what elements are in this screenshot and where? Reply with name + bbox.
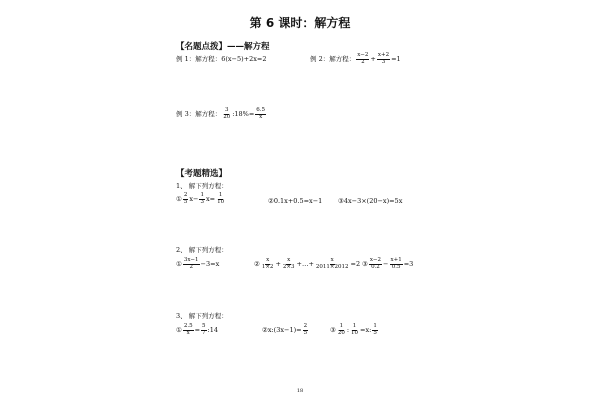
question-2b: ② $\frac{x}{1\times 2}$ + $\frac{x}{2\times 3}$ +…+ $\frac{x}{2011\times 2012}$ =2 (254, 257, 361, 270)
example-1-label: 例 1：解方程： (176, 55, 222, 63)
question-1c: ③4x−3×(20−x)=5x (338, 197, 403, 205)
fraction: $\frac{x}{2011\times 2012}$ (315, 257, 349, 270)
fraction: $\frac{1}{5}$ (373, 323, 377, 336)
fraction: $\frac{5}{7}$ (202, 323, 206, 336)
example-1-expr: 6(x−5)+2x=2 (221, 55, 267, 63)
question-1b: ②0.1x+0.5=x−1 (268, 197, 323, 205)
question-3a: ① $\frac{2.5}{x}$ = $\frac{5}{7}$ :14 (176, 323, 218, 336)
fraction: $\frac{6.5}{x}$ (256, 107, 266, 120)
question-2a: ① $\frac{3x-1}{2}$ −3=x (176, 257, 220, 270)
fraction: $\frac{3}{20}$ (223, 107, 231, 120)
example-3-label: 例 3：解方程： (176, 110, 222, 119)
question-1a: ① $\frac{2}{5}$ x− $\frac{1}{3}$ x= $\frac{1}{10}$ (176, 192, 225, 205)
fraction: $\frac{1}{10}$ (217, 192, 225, 205)
example-1 (176, 56, 267, 63)
fraction: $\frac{x-2}{2}$ (357, 52, 369, 65)
example-3: 例 3：解方程： $\frac{3}{20}$ :18%= $\frac{6.5}{x}$ (176, 107, 266, 120)
fraction: $\frac{x+2}{3}$ (377, 52, 390, 65)
example-2-label: 例 2：解方程： (310, 55, 356, 64)
fraction: $\frac{2}{5}$ (183, 192, 188, 205)
fraction: $\frac{1}{3}$ (200, 192, 204, 205)
fraction: $\frac{1}{10}$ (351, 323, 359, 336)
page-number: 18 (296, 388, 304, 394)
question-3b: ② x:(3x−1)= $\frac{2}{5}$ (262, 323, 308, 336)
fraction: $\frac{x}{2\times 3}$ (282, 257, 295, 270)
section-heading-examples: 【名题点拨】——解方程 (176, 42, 270, 52)
section-heading-exam: 【考题精选】 (176, 169, 228, 179)
fraction: $\frac{3x-1}{2}$ (183, 257, 199, 270)
page-title: 第 6 课时：解方程 (249, 16, 351, 30)
fraction: $\frac{2}{5}$ (303, 323, 308, 336)
question-3c: ③ $\frac{1}{20}$ : $\frac{1}{10}$ =x: $\frac{1}{5}$ (330, 323, 377, 336)
question-2-label: 2、 解下列方程： (176, 246, 228, 254)
fraction: $\frac{x-2}{0.2}$ (369, 257, 382, 270)
fraction: $\frac{x+1}{0.5}$ (390, 257, 402, 270)
fraction: $\frac{x}{1\times 2}$ (261, 257, 274, 270)
fraction: $\frac{1}{20}$ (337, 323, 345, 336)
question-1-label: 1、 解下列方程： (176, 182, 228, 190)
fraction: $\frac{2.5}{x}$ (183, 323, 193, 336)
question-2c: ③ $\frac{x-2}{0.2}$ − $\frac{x+1}{0.5}$ =3 (362, 257, 414, 270)
example-2: 例 2：解方程： $\frac{x-2}{2}$ + $\frac{x+2}{3}$ =1 (310, 52, 401, 65)
question-3-label: 3、 解下列方程： (176, 312, 228, 320)
